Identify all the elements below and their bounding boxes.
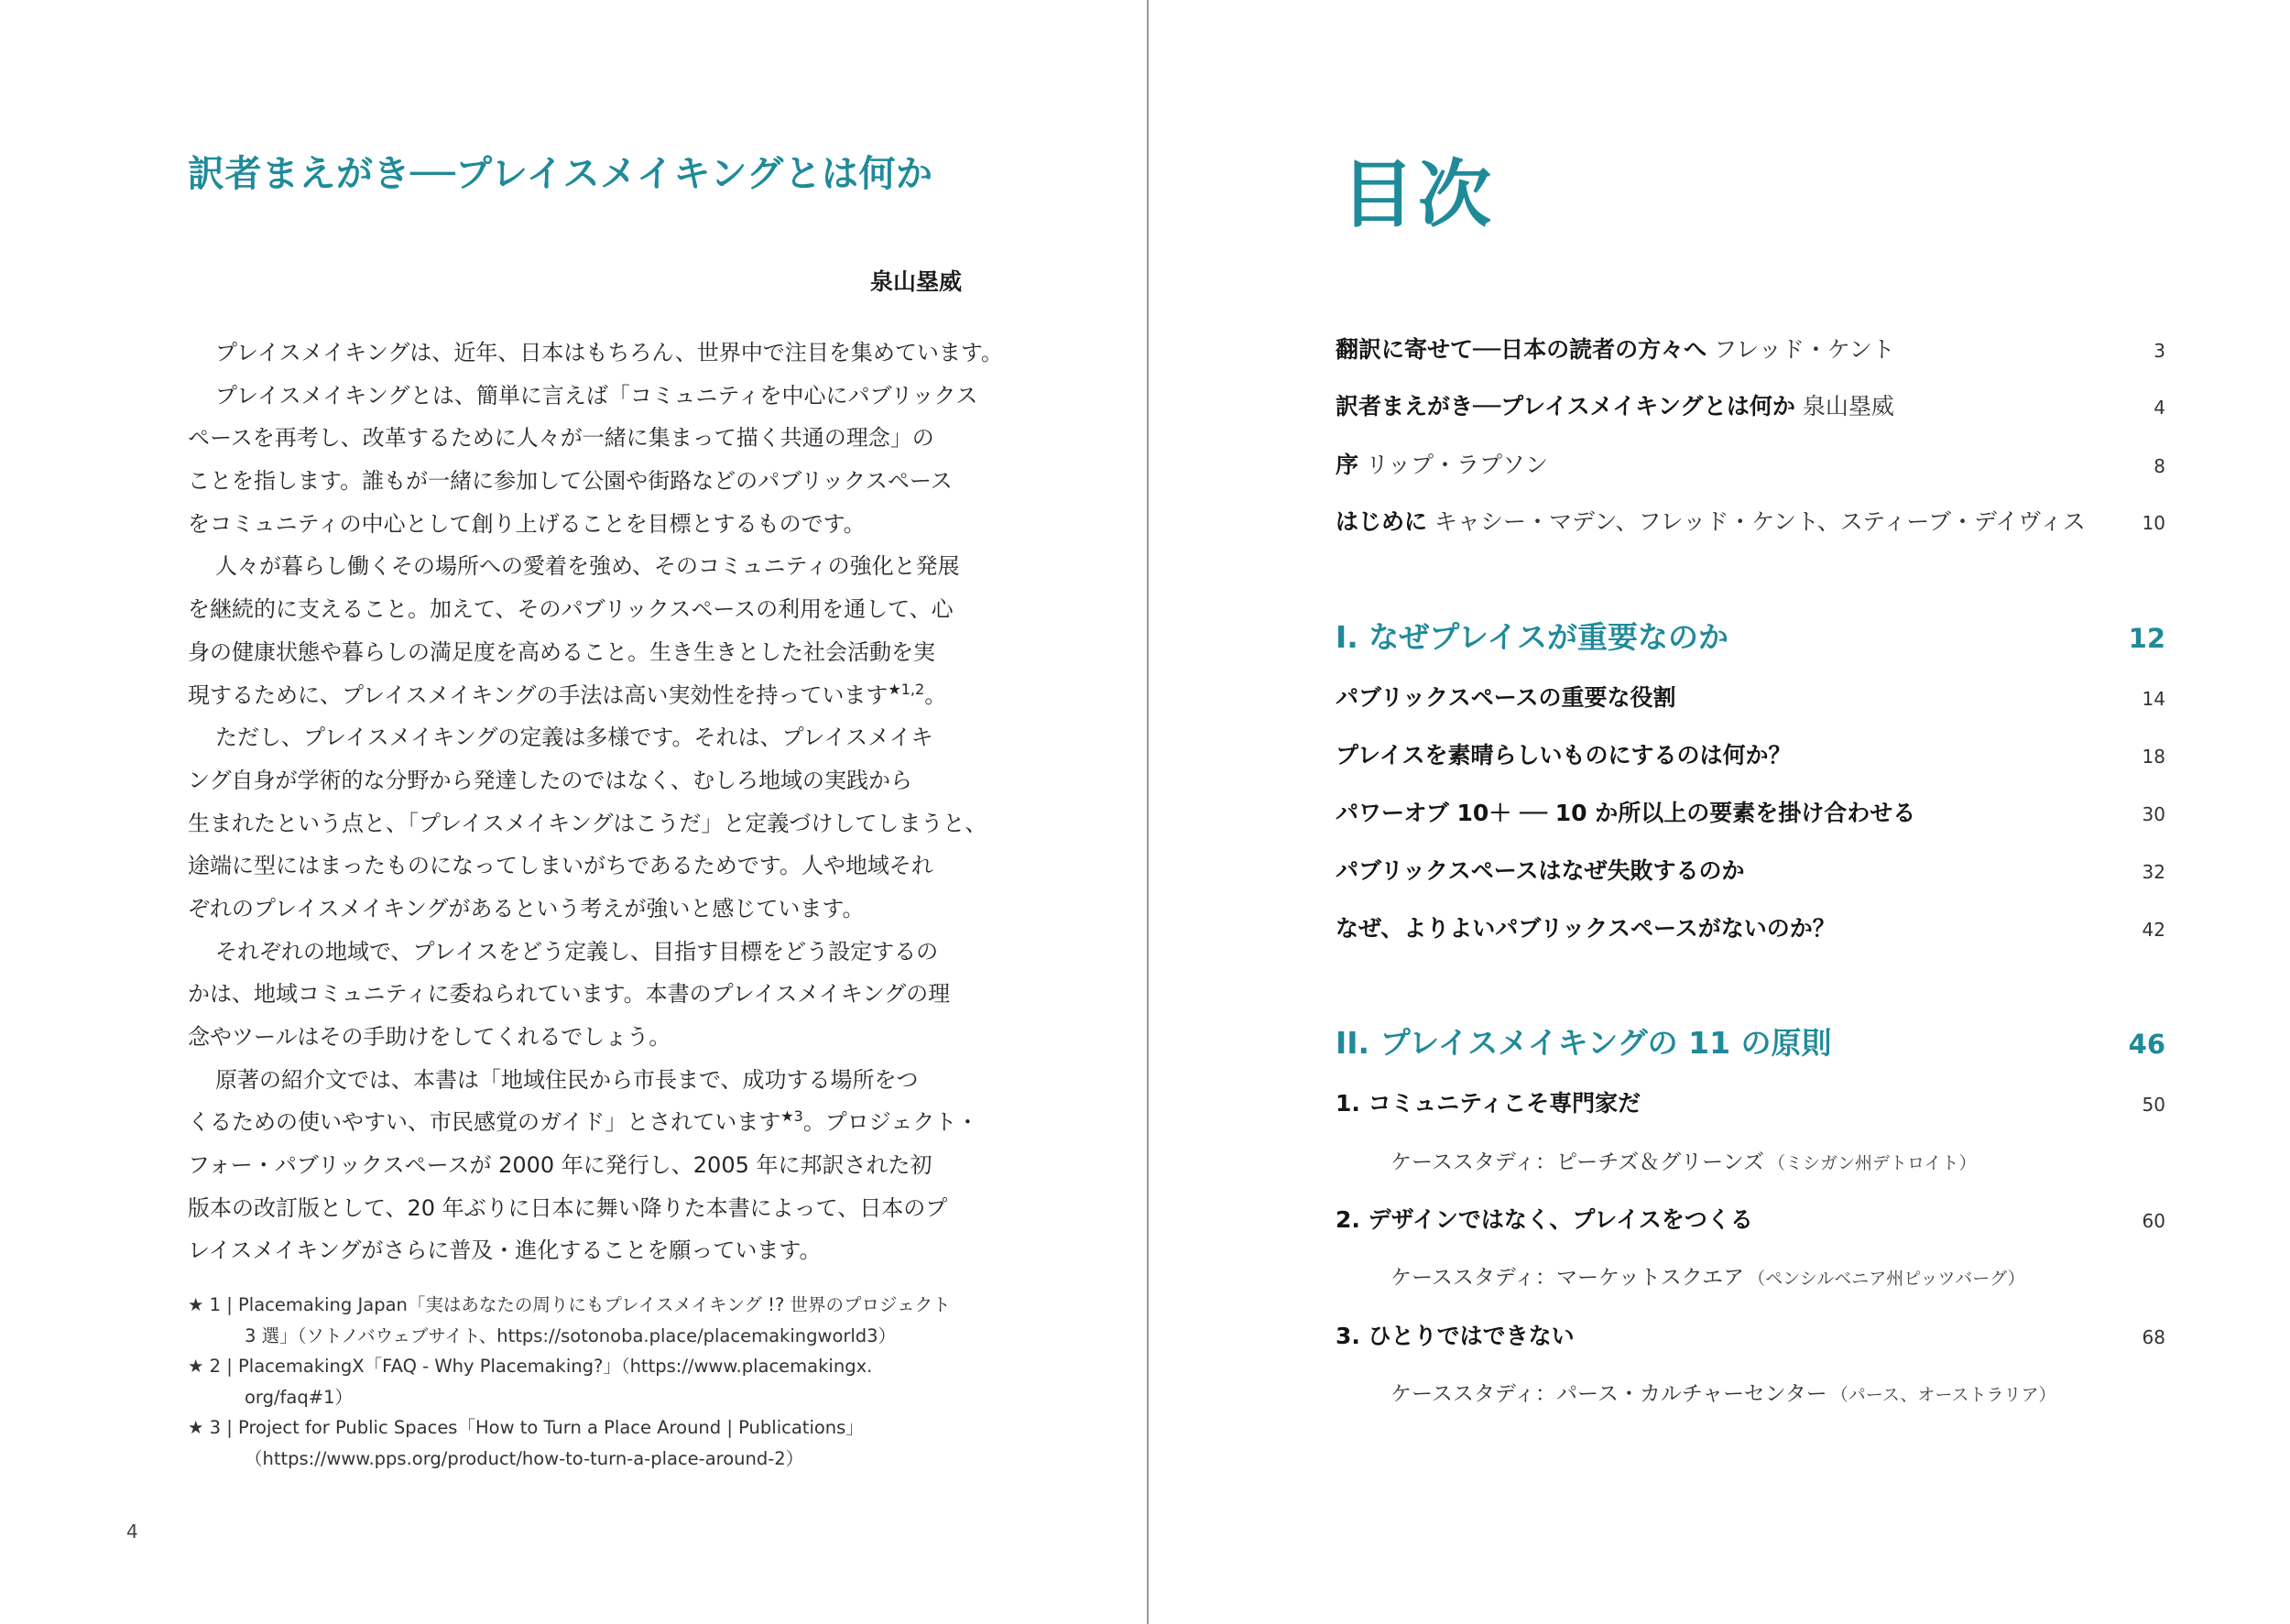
toc-entry bbox=[1336, 332, 2165, 365]
preface-title: 訳者まえがき──プレイスメイキングとは何か bbox=[188, 153, 933, 195]
toc-entry-author: フレッド・ケント bbox=[1714, 336, 1895, 363]
preface-author: 泉山塁威 bbox=[869, 268, 962, 295]
toc-entry bbox=[1336, 853, 2165, 886]
body-line bbox=[188, 588, 966, 631]
body-line-text: 現するために、プレイスメイキングの手法は高い実効性を持っています bbox=[188, 681, 889, 708]
toc-entry-title bbox=[1336, 447, 1548, 480]
toc-entry bbox=[1336, 504, 2165, 537]
footnote bbox=[188, 1412, 976, 1474]
toc-entry-heading: 序 bbox=[1336, 452, 1359, 478]
footnote-line: ★ 3 | Project for Public Spaces「How to Turn a Place Around | Publications」 bbox=[188, 1417, 864, 1438]
toc-page-number: 68 bbox=[2142, 1326, 2165, 1348]
toc-entry-title bbox=[1336, 614, 1728, 657]
toc-case-location: （ミシガン州デトロイト） bbox=[1768, 1153, 1977, 1173]
toc-entry-title bbox=[1390, 1260, 2025, 1291]
toc-entry-heading: パワーオブ 10＋ ── 10 か所以上の要素を掛け合わせる bbox=[1336, 800, 1916, 826]
toc-section bbox=[1336, 614, 2165, 657]
toc-entry-title bbox=[1336, 1019, 1832, 1063]
toc-entry-heading: 3. ひとりではできない bbox=[1336, 1323, 1575, 1349]
body-line bbox=[188, 545, 966, 588]
toc-entry-heading: 翻訳に寄せて──日本の読者の方々へ bbox=[1336, 336, 1707, 363]
toc-page-number: 18 bbox=[2142, 746, 2165, 768]
toc-page-number: 10 bbox=[2142, 512, 2165, 534]
body-line bbox=[188, 417, 966, 460]
toc-entry-title bbox=[1336, 1085, 1641, 1118]
toc-section bbox=[1336, 1019, 2165, 1063]
body-line-text: プレイスメイキングとは、簡単に言えば「コミュニティを中心にパブリックス bbox=[215, 382, 978, 409]
toc-case-location: （パース、オーストラリア） bbox=[1830, 1385, 2056, 1405]
body-line-text: レイスメイキングがさらに普及・進化することを願っています。 bbox=[188, 1237, 822, 1264]
body-line bbox=[188, 1229, 966, 1272]
toc-page-number: 30 bbox=[2142, 803, 2165, 825]
toc-case-location: （ペンシルベニア州ピッツバーグ） bbox=[1748, 1269, 2025, 1289]
body-line bbox=[188, 716, 966, 759]
toc-page-number: 46 bbox=[2128, 1029, 2165, 1060]
body-line-text: ぞれのプレイスメイキングがあるという考えが強いと感じています。 bbox=[188, 895, 865, 921]
toc-entry bbox=[1336, 737, 2165, 770]
toc-entry-title bbox=[1336, 795, 1915, 828]
footnote-line: ★ 2 | PlacemakingX「FAQ - Why Placemaking?」（https://www.placemakingx. bbox=[188, 1356, 873, 1377]
toc-entry bbox=[1336, 447, 2165, 480]
body-line bbox=[188, 503, 966, 546]
body-line bbox=[188, 1016, 966, 1059]
body-line bbox=[188, 1059, 966, 1102]
body-line-text: を継続的に支えること。加えて、そのパブリックスペースの利用を通して、心 bbox=[188, 596, 954, 623]
body-line-text: 身の健康状態や暮らしの満足度を高めること。生き生きとした社会活動を実 bbox=[188, 638, 935, 665]
body-line-text: 途端に型にはまったものになってしまいがちであるためです。人や地域それ bbox=[188, 853, 933, 879]
toc-entry-heading: プレイスを素晴らしいものにするのは何か？ bbox=[1336, 742, 1792, 768]
footnote-marker: ★3 bbox=[780, 1107, 803, 1126]
footnote bbox=[188, 1290, 976, 1351]
toc-entry-heading: パブリックスペースの重要な役割 bbox=[1336, 684, 1676, 711]
toc-page-number: 8 bbox=[2154, 455, 2165, 477]
footnote-line: ★ 1 | Placemaking Japan「実はあなたの周りにもプレイスメイキング !? 世界のプロジェクト bbox=[188, 1294, 951, 1315]
body-line bbox=[188, 375, 978, 418]
toc-entry-heading: なぜ、よりよいパブリックスペースがないのか？ bbox=[1336, 915, 1836, 942]
toc-entry-heading: はじめに bbox=[1336, 508, 1428, 535]
toc-entry bbox=[1336, 910, 2165, 943]
body-line bbox=[188, 1101, 979, 1144]
toc-page-number: 60 bbox=[2142, 1210, 2165, 1232]
body-line bbox=[188, 888, 966, 931]
toc-page-number: 32 bbox=[2142, 861, 2165, 883]
toc-entry bbox=[1336, 388, 2165, 421]
body-line bbox=[188, 460, 966, 503]
body-line-text: 版本の改訂版として、20 年ぶりに日本に舞い降りた本書によって、日本のプ bbox=[188, 1194, 948, 1221]
toc-entry bbox=[1336, 1085, 2165, 1118]
body-line bbox=[188, 759, 966, 802]
footnote bbox=[188, 1351, 976, 1412]
body-line bbox=[188, 674, 966, 717]
body-line-text: それぞれの地域で、プレイスをどう定義し、目指す目標をどう設定するの bbox=[215, 938, 939, 965]
body-line bbox=[188, 973, 966, 1016]
toc-page-number: 42 bbox=[2142, 919, 2165, 941]
toc-title: 目次 bbox=[1341, 152, 1495, 237]
toc-case-study bbox=[1390, 1260, 2220, 1291]
body-line bbox=[188, 845, 966, 888]
toc-entry-heading: パブリックスペースはなぜ失敗するのか bbox=[1336, 857, 1745, 884]
toc-entry-title bbox=[1336, 1318, 1575, 1351]
footnote-line-continued: 3 選」（ソトノバウェブサイト、https://sotonoba.place/placemakingworld3） bbox=[245, 1324, 897, 1346]
footnotes bbox=[188, 1290, 976, 1474]
body-line-text: プレイスメイキングは、近年、日本はもちろん、世界中で注目を集めています。 bbox=[215, 340, 1003, 365]
page-number: 4 bbox=[126, 1520, 138, 1542]
body-line bbox=[188, 802, 987, 845]
toc-entry-author: キャシー・マデン、フレッド・ケント、スティーブ・デイヴィス bbox=[1434, 508, 2086, 535]
body-line bbox=[188, 631, 966, 674]
body-line-text: くるための使いやすい、市民感覚のガイド」とされています bbox=[188, 1109, 781, 1136]
right-page bbox=[1149, 0, 2290, 1624]
preface-body bbox=[188, 332, 1003, 1272]
body-line-text: 生まれたという点と、「プレイスメイキングはこうだ」と定義づけしてしまうと、 bbox=[188, 810, 987, 836]
toc-entry-title bbox=[1336, 332, 1895, 365]
body-line-text: ただし、プレイスメイキングの定義は多様です。それは、プレイスメイキ bbox=[215, 725, 933, 751]
toc-entry bbox=[1336, 795, 2165, 828]
toc-page-number: 4 bbox=[2154, 397, 2165, 419]
toc-entry-title bbox=[1336, 388, 1894, 421]
body-line-text: 人々が暮らし働くその場所への愛着を強め、そのコミュニティの強化と発展 bbox=[215, 553, 960, 580]
toc-entry-title bbox=[1336, 853, 1745, 886]
toc-entry-title bbox=[1336, 737, 1792, 770]
body-line-text: ング自身が学術的な分野から発達したのではなく、むしろ地域の実践から bbox=[188, 767, 913, 793]
toc-entry-author: 泉山塁威 bbox=[1802, 393, 1894, 420]
toc-page-number: 12 bbox=[2128, 623, 2165, 654]
toc-case-study bbox=[1390, 1377, 2220, 1407]
body-line bbox=[188, 1187, 966, 1230]
body-line bbox=[188, 332, 1003, 375]
body-line-text: ペースを再考し、改革するために人々が一緒に集まって描く共通の理念」の bbox=[188, 425, 934, 452]
body-line-tail: 。プロジェクト・ bbox=[802, 1109, 979, 1136]
toc-entry-heading: I. なぜプレイスが重要なのか bbox=[1336, 619, 1729, 655]
body-line bbox=[188, 931, 966, 974]
footnote-marker: ★1,2 bbox=[888, 680, 925, 698]
toc-entry-heading: 2. デザインではなく、プレイスをつくる bbox=[1336, 1206, 1753, 1233]
toc-entry-title bbox=[1336, 1202, 1753, 1235]
toc-entry-heading: 訳者まえがき──プレイスメイキングとは何か bbox=[1336, 393, 1795, 420]
toc-entry-heading: 1. コミュニティこそ専門家だ bbox=[1336, 1090, 1641, 1117]
toc-entry bbox=[1336, 1202, 2165, 1235]
toc-entry-heading: II. プレイスメイキングの 11 の原則 bbox=[1336, 1025, 1832, 1061]
body-line bbox=[188, 1144, 966, 1187]
body-line-text: をコミュニティの中心として創り上げることを目標とするものです。 bbox=[188, 510, 866, 537]
toc-case-text: ケーススタディ：パース・カルチャーセンター bbox=[1390, 1382, 1827, 1406]
toc-page-number: 14 bbox=[2142, 688, 2165, 710]
toc-entry-title bbox=[1336, 910, 1836, 943]
footnote-line-continued: （https://www.pps.org/product/how-to-turn-a-place-around-2） bbox=[245, 1447, 804, 1469]
footnote-line-continued: org/faq#1） bbox=[245, 1386, 353, 1408]
body-line-text: フォー・パブリックスペースが 2000 年に発行し、2005 年に邦訳された初 bbox=[188, 1152, 932, 1179]
body-line-text: かは、地域コミュニティに委ねられています。本書のプレイスメイキングの理 bbox=[188, 981, 951, 1008]
toc-entry-title bbox=[1336, 680, 1676, 713]
toc-page-number: 3 bbox=[2154, 340, 2165, 362]
toc-case-text: ケーススタディ：ピーチズ＆グリーンズ bbox=[1390, 1150, 1765, 1174]
body-line-text: 念やツールはその手助けをしてくれるでしょう。 bbox=[188, 1024, 671, 1050]
toc-entry-title bbox=[1336, 504, 2086, 537]
toc-entry bbox=[1336, 680, 2165, 713]
body-line-tail: 。 bbox=[924, 681, 947, 708]
toc-entry-title bbox=[1390, 1145, 1976, 1175]
body-line-text: ことを指します。誰もが一緒に参加して公園や街路などのパブリックスペース bbox=[188, 468, 953, 495]
toc-entry-title bbox=[1390, 1377, 2056, 1407]
toc-case-study bbox=[1390, 1145, 2220, 1175]
toc-entry-author: リップ・ラプソン bbox=[1366, 452, 1549, 478]
toc-case-text: ケーススタディ：マーケットスクエア bbox=[1390, 1266, 1745, 1290]
toc-entry bbox=[1336, 1318, 2165, 1351]
body-line-text: 原著の紹介文では、本書は「地域住民から市長まで、成功する場所をつ bbox=[215, 1066, 919, 1093]
toc-page-number: 50 bbox=[2142, 1094, 2165, 1116]
